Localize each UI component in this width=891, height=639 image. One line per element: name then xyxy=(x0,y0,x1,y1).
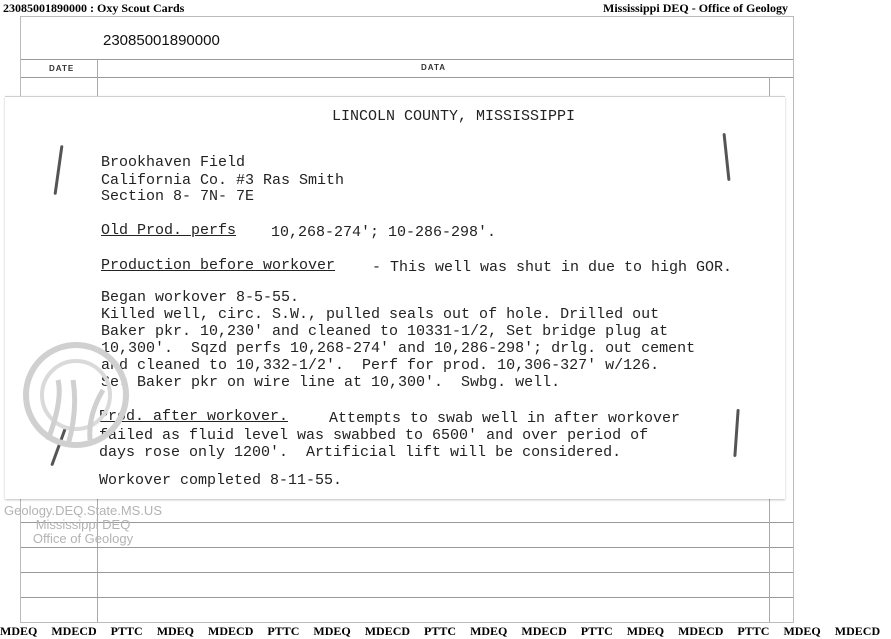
header-agency: Mississippi DEQ - Office of Geology xyxy=(603,1,788,15)
footer-item: MDEQ xyxy=(470,624,508,638)
card-rule xyxy=(21,572,793,573)
workover-line: and cleaned to 10,332-1/2'. Perf for prod. 10,306-327' w/126. xyxy=(101,357,660,374)
workover-line: Baker pkr. 10,230' and cleaned to 10331-1/2, Set bridge plug at xyxy=(101,323,669,340)
footer-sponsor-strip xyxy=(0,624,881,639)
header-document-id: 23085001890000 : Oxy Scout Cards xyxy=(3,1,185,15)
prod-after-line: days rose only 1200'. Artificial lift will be considered. xyxy=(99,444,622,461)
site-watermark xyxy=(4,504,162,546)
began-workover: Began workover 8-5-55. xyxy=(101,289,300,306)
footer-item: PTTC xyxy=(737,624,770,638)
footer-item: MDECD xyxy=(364,624,411,638)
watermark-agency: Mississippi DEQ xyxy=(35,517,131,532)
footer-item: PTTC xyxy=(424,624,457,638)
field-name: Brookhaven Field xyxy=(101,154,246,171)
staple-icon xyxy=(722,133,730,181)
old-perfs-value: 10,268-274'; 10-286-298'. xyxy=(271,224,497,241)
staple-icon xyxy=(54,145,64,195)
footer-item: MDEQ xyxy=(783,624,821,638)
card-rule xyxy=(21,597,793,598)
workover-completed: Workover completed 8-11-55. xyxy=(99,472,343,489)
footer-item: MDECD xyxy=(521,624,567,638)
footer-item: MDEQ xyxy=(626,624,665,638)
workover-line: Set Baker pkr on wire line at 10,300'. Swbg. well. xyxy=(101,374,561,391)
watermark-url: Geology.DEQ.State.MS.US xyxy=(4,503,162,518)
card-rule xyxy=(21,547,793,548)
footer-item: PTTC xyxy=(267,624,300,638)
footer-item: MDECD xyxy=(678,624,724,638)
footer-item: MDEQ xyxy=(313,624,351,638)
mdeq-seal-watermark-icon xyxy=(18,320,138,490)
watermark-office: Office of Geology xyxy=(32,531,134,546)
data-column-header: DATA xyxy=(421,63,447,72)
staple-icon xyxy=(733,409,739,457)
workover-line: Killed well, circ. S.W., pulled seals out of hole. Drilled out xyxy=(101,306,660,323)
prod-after-line: failed as fluid level was swabbed to 6500' and over period of xyxy=(99,427,649,444)
footer-item: MDECD xyxy=(51,624,97,638)
footer-item: MDEQ xyxy=(156,624,195,638)
prod-before-label: Production before workover xyxy=(101,257,336,274)
workover-line: 10,300'. Sqzd perfs 10,268-274' and 10,286-298'; drlg. out cement xyxy=(101,340,696,357)
operator-well: California Co. #3 Ras Smith xyxy=(101,172,345,189)
prod-after-label: Prod. after workover. xyxy=(99,408,289,425)
footer-item: PTTC xyxy=(110,624,143,638)
footer-item: PTTC xyxy=(580,624,613,638)
card-rule xyxy=(21,59,793,60)
date-column-header: DATE xyxy=(49,64,75,73)
footer-item: MDECD xyxy=(834,624,881,638)
footer-item: MDECD xyxy=(208,624,254,638)
section-location: Section 8- 7N- 7E xyxy=(101,188,255,205)
old-perfs-label: Old Prod. perfs xyxy=(101,222,237,239)
prod-before-text: - This well was shut in due to high GOR. xyxy=(372,259,733,276)
card-rule xyxy=(21,77,793,78)
prod-after-line: Attempts to swab well in after workover xyxy=(329,410,681,427)
card-id: 23085001890000 xyxy=(103,32,220,49)
county-heading: LINCOLN COUNTY, MISSISSIPPI xyxy=(332,108,576,125)
footer-item: MDEQ xyxy=(0,624,38,638)
